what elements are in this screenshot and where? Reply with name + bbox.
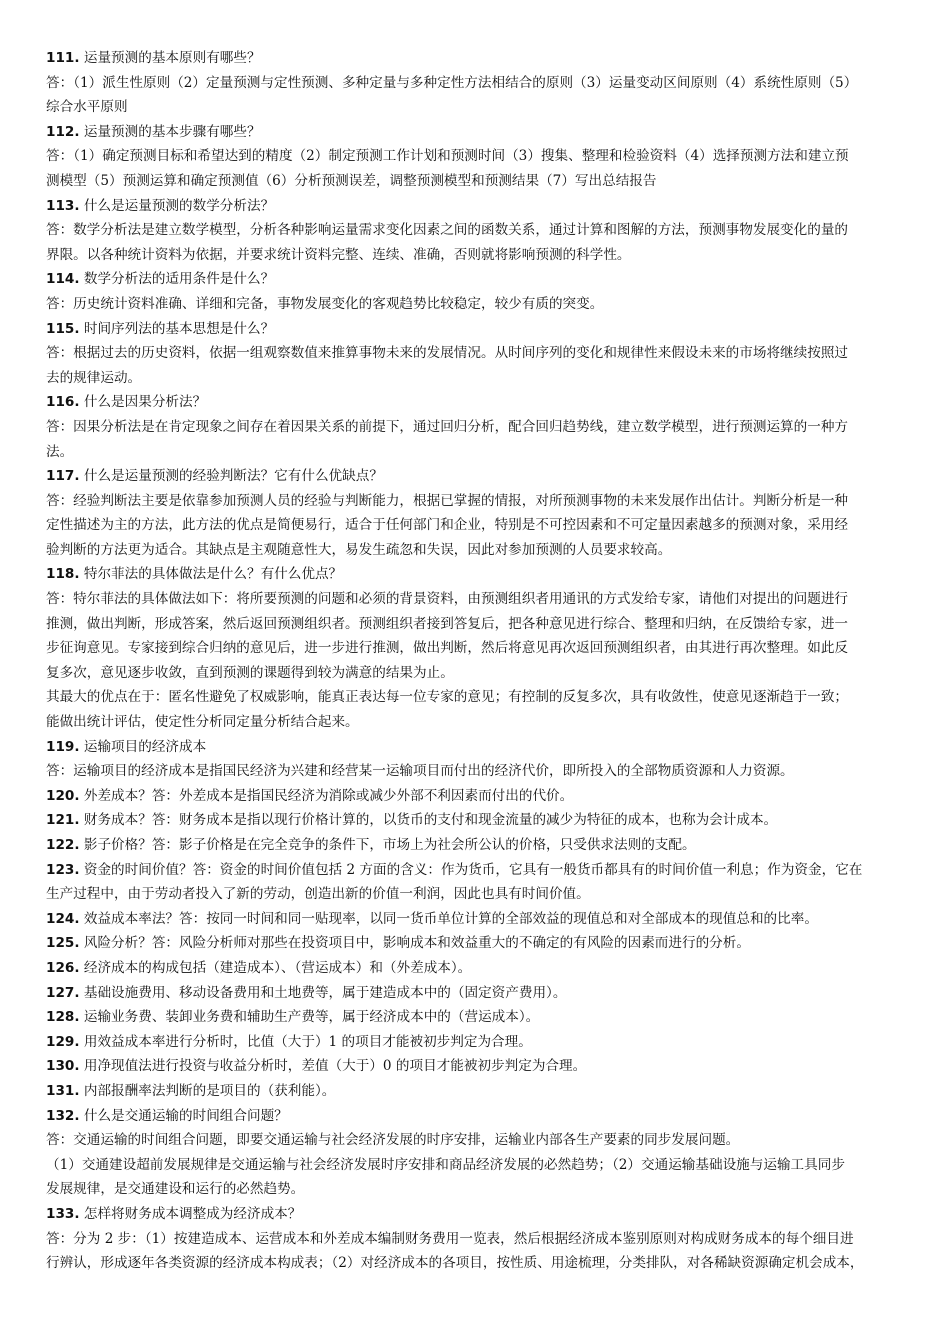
question-line [46, 931, 908, 956]
question-text: 用净现值法进行投资与收益分析时，差值（大于）0 的项目才能被初步判定为合理。 [79, 1058, 587, 1075]
question-text: 财务成本？答：财务成本是指以现行价格计算的，以货币的支付和现金流量的减少为特征的成本，也称为会计成本。 [79, 812, 778, 829]
question-number: 111. [46, 50, 80, 66]
answer-text: 答：数学分析法是建立数学模型，分析各种影响运量需求变化因素之间的函数关系，通过计算和图解的方法，预测事物发展变化的量的 [46, 222, 849, 239]
answer-line [46, 1153, 908, 1178]
question-line [46, 956, 908, 981]
answer-text: 其最大的优点在于：匿名性避免了权威影响，能真正表达每一位专家的意见；有控制的反复多次，具有收敛性，使意见逐渐趋于一致； [46, 689, 849, 706]
answer-text: 答：因果分析法是在肯定现象之间存在着因果关系的前提下，通过回归分析，配合回归趋势线，建立数学模型，进行预测运算的一种方 [46, 418, 849, 435]
question-number: 123. [46, 861, 80, 878]
question-line [46, 1030, 908, 1055]
question-number: 131. [46, 1082, 80, 1099]
question-text: 外差成本？答：外差成本是指国民经济为消除或减少外部不利因素而付出的代价。 [79, 787, 574, 804]
answer-line [46, 341, 908, 366]
question-line [46, 464, 908, 489]
answer-text: 推测，做出判断，形成答案，然后返回预测组织者。预测组织者接到答复后，把各种意见进行综合、整理和归纳，在反馈给专家，进一 [46, 615, 849, 632]
answer-line [46, 1177, 908, 1202]
answer-text: 步征询意见。专家接到综合归纳的意见后，进一步进行推测，做出判断，然后将意见再次返回预测组织者，由其进行再次整理。如此反 [46, 640, 849, 657]
answer-line [46, 882, 908, 907]
question-number: 124. [46, 910, 80, 927]
answer-text: 答：（1）派生性原则（2）定量预测与定性预测、多种定量与多种定性方法相结合的原则（3）运量变动区间原则（4）系统性原则（5） [46, 74, 858, 91]
answer-line [46, 243, 908, 268]
answer-text: 答：特尔菲法的具体做法如下：将所要预测的问题和必须的背景资料，由预测组织者用通讯的方式发给专家，请他们对提出的问题进行 [46, 591, 849, 608]
question-number: 125. [46, 935, 80, 952]
answer-line [46, 366, 908, 391]
question-number: 121. [46, 812, 80, 829]
answer-text: （1）交通建设超前发展规律是交通运输与社会经济发展时序安排和商品经济发展的必然趋势；（2）交通运输基础设施与运输工具同步 [46, 1156, 845, 1173]
question-line [46, 194, 908, 219]
answer-text: 定性描述为主的方法，此方法的优点是简便易行，适合于任何部门和企业，特别是不可控因素和不可定量因素越多的预测对象，采用经 [46, 517, 849, 534]
answer-text: 去的规律运动。 [46, 369, 142, 386]
question-text: 运量预测的基本步骤有哪些？ [79, 123, 261, 140]
answer-line [46, 661, 908, 686]
answer-text: 答：交通运输的时间组合问题，即要交通运输与社会经济发展的时序安排，运输业内部各生产要素的同步发展问题。 [46, 1132, 740, 1149]
question-text: 经济成本的构成包括（建造成本）、（营运成本）和（外差成本）。 [79, 959, 472, 976]
question-text: 资金的时间价值？答：资金的时间价值包括 2 方面的含义：作为货币，它具有一般货币都具有的时间价值一利息；作为资金，它在 [79, 861, 863, 878]
answer-line [46, 169, 908, 194]
question-number: 112. [46, 123, 80, 140]
question-text: 怎样将财务成本调整成为经济成本？ [79, 1205, 302, 1222]
question-text: 什么是运量预测的经验判断法？它有什么优缺点？ [79, 468, 383, 485]
answer-line [46, 415, 908, 440]
question-number: 132. [46, 1107, 80, 1124]
question-number: 120. [46, 787, 80, 804]
question-number: 126. [46, 959, 80, 976]
question-line [46, 120, 908, 145]
question-number: 115. [46, 320, 80, 337]
question-number: 128. [46, 1009, 80, 1026]
question-text: 效益成本率法？答：按同一时间和同一贴现率，以同一货币单位计算的全部效益的现值总和对全部成本的现值总和的比率。 [79, 910, 818, 927]
question-line [46, 390, 908, 415]
answer-text: 复多次，意见逐步收敛，直到预测的课题得到较为满意的结果为止。 [46, 664, 454, 681]
answer-line [46, 71, 908, 96]
question-text: 用效益成本率进行分析时，比值（大于）1 的项目才能被初步判定为合理。 [79, 1033, 532, 1050]
answer-line [46, 636, 908, 661]
answer-line [46, 685, 908, 710]
answer-text: 答：根据过去的历史资料，依据一组观察数值来推算事物未来的发展情况。从时间序列的变化和规律性来假设未来的市场将继续按照过 [46, 345, 849, 362]
answer-line [46, 144, 908, 169]
question-text: 数学分析法的适用条件是什么？ [79, 271, 275, 288]
question-line [46, 46, 908, 71]
question-line [46, 1054, 908, 1079]
question-text: 什么是运量预测的数学分析法？ [79, 197, 275, 214]
question-text: 特尔菲法的具体做法是什么？有什么优点？ [79, 566, 343, 583]
answer-text: 测模型（5）预测运算和确定预测值（6）分析预测误差，调整预测模型和预测结果（7）写出总结报告 [46, 172, 657, 189]
question-text: 什么是因果分析法？ [79, 394, 207, 411]
question-text: 内部报酬率法判断的是项目的（获利能）。 [79, 1082, 336, 1099]
question-text: 风险分析？答：风险分析师对那些在投资项目中，影响成本和效益重大的不确定的有风险的因素而进行的分析。 [79, 935, 750, 952]
question-text: 运量预测的基本原则有哪些？ [79, 50, 261, 66]
question-line [46, 1005, 908, 1030]
question-line [46, 858, 908, 883]
answer-line [46, 587, 908, 612]
question-line [46, 1202, 908, 1227]
question-number: 117. [46, 468, 80, 485]
answer-text: 答：运输项目的经济成本是指国民经济为兴建和经营某一运输项目而付出的经济代价，即所投入的全部物质资源和人力资源。 [46, 763, 794, 780]
question-number: 113. [46, 197, 80, 214]
question-line [46, 1104, 908, 1129]
question-text: 时间序列法的基本思想是什么？ [79, 320, 275, 337]
answer-text: 答：经验判断法主要是依靠参加预测人员的经验与判断能力，根据已掌握的情报，对所预测事物的未来发展作出估计。判断分析是一种 [46, 492, 849, 509]
answer-text: 法。 [46, 443, 74, 460]
question-line [46, 981, 908, 1006]
answer-line [46, 95, 908, 120]
question-line [46, 833, 908, 858]
answer-line [46, 1128, 908, 1153]
answer-text: 能做出统计评估，使定性分析同定量分析结合起来。 [46, 714, 359, 731]
answer-text: 答：分为 2 步：（1）按建造成本、运营成本和外差成本编制财务费用一览表，然后根据经济成本鉴别原则对构成财务成本的每个细目进 [46, 1230, 854, 1247]
answer-line [46, 612, 908, 637]
answer-text: 发展规律，是交通建设和运行的必然趋势。 [46, 1181, 305, 1198]
answer-text: 界限。以各种统计资料为依据，并要求统计资料完整、连续、准确，否则就将影响预测的科学性。 [46, 246, 631, 263]
question-text: 运输业务费、装卸业务费和辅助生产费等，属于经济成本中的（营运成本）。 [79, 1009, 540, 1026]
question-text: 影子价格？答：影子价格是在完全竞争的条件下，市场上为社会所公认的价格，只受供求法则的支配。 [79, 837, 696, 853]
question-line [46, 1079, 908, 1104]
answer-line [46, 218, 908, 243]
question-number: 118. [46, 566, 80, 583]
answer-text: 综合水平原则 [46, 99, 128, 116]
answer-text: 答：历史统计资料准确、详细和完备，事物发展变化的客观趋势比较稳定，较少有质的突变。 [46, 295, 604, 312]
question-number: 116. [46, 394, 80, 411]
question-text: 运输项目的经济成本 [79, 738, 207, 755]
answer-text: 验判断的方法更为适合。其缺点是主观随意性大，易发生疏忽和失误，因此对参加预测的人员要求较高。 [46, 541, 672, 558]
question-line [46, 317, 908, 342]
question-number: 130. [46, 1058, 80, 1075]
answer-text: 生产过程中，由于劳动者投入了新的劳动，创造出新的价值一利润，因此也具有时间价值。 [46, 886, 590, 903]
answer-line [46, 710, 908, 735]
answer-text: 答：（1）确定预测目标和希望达到的精度（2）制定预测工作计划和预测时间（3）搜集、整理和检验资料（4）选择预测方法和建立预 [46, 148, 849, 165]
question-line [46, 735, 908, 760]
question-number: 133. [46, 1205, 80, 1222]
answer-line [46, 1227, 908, 1252]
answer-line [46, 292, 908, 317]
question-line [46, 784, 908, 809]
answer-line [46, 440, 908, 465]
answer-line [46, 759, 908, 784]
answer-line [46, 489, 908, 514]
answer-line [46, 1251, 908, 1276]
question-line [46, 267, 908, 292]
question-number: 122. [46, 837, 80, 853]
question-number: 127. [46, 984, 80, 1001]
question-line [46, 907, 908, 932]
answer-text: 行辨认，形成逐年各类资源的经济成本构成表；（2）对经济成本的各项目，按性质、用途梳理，分类排队，对各稀缺资源确定机会成本， [46, 1255, 864, 1272]
question-number: 119. [46, 738, 80, 755]
question-number: 114. [46, 271, 80, 288]
question-text: 什么是交通运输的时间组合问题？ [79, 1107, 288, 1124]
question-text: 基础设施费用、移动设备费用和土地费等，属于建造成本中的（固定资产费用）。 [79, 984, 567, 1001]
answer-line [46, 513, 908, 538]
question-line [46, 808, 908, 833]
answer-line [46, 538, 908, 563]
question-number: 129. [46, 1033, 80, 1050]
question-line [46, 562, 908, 587]
